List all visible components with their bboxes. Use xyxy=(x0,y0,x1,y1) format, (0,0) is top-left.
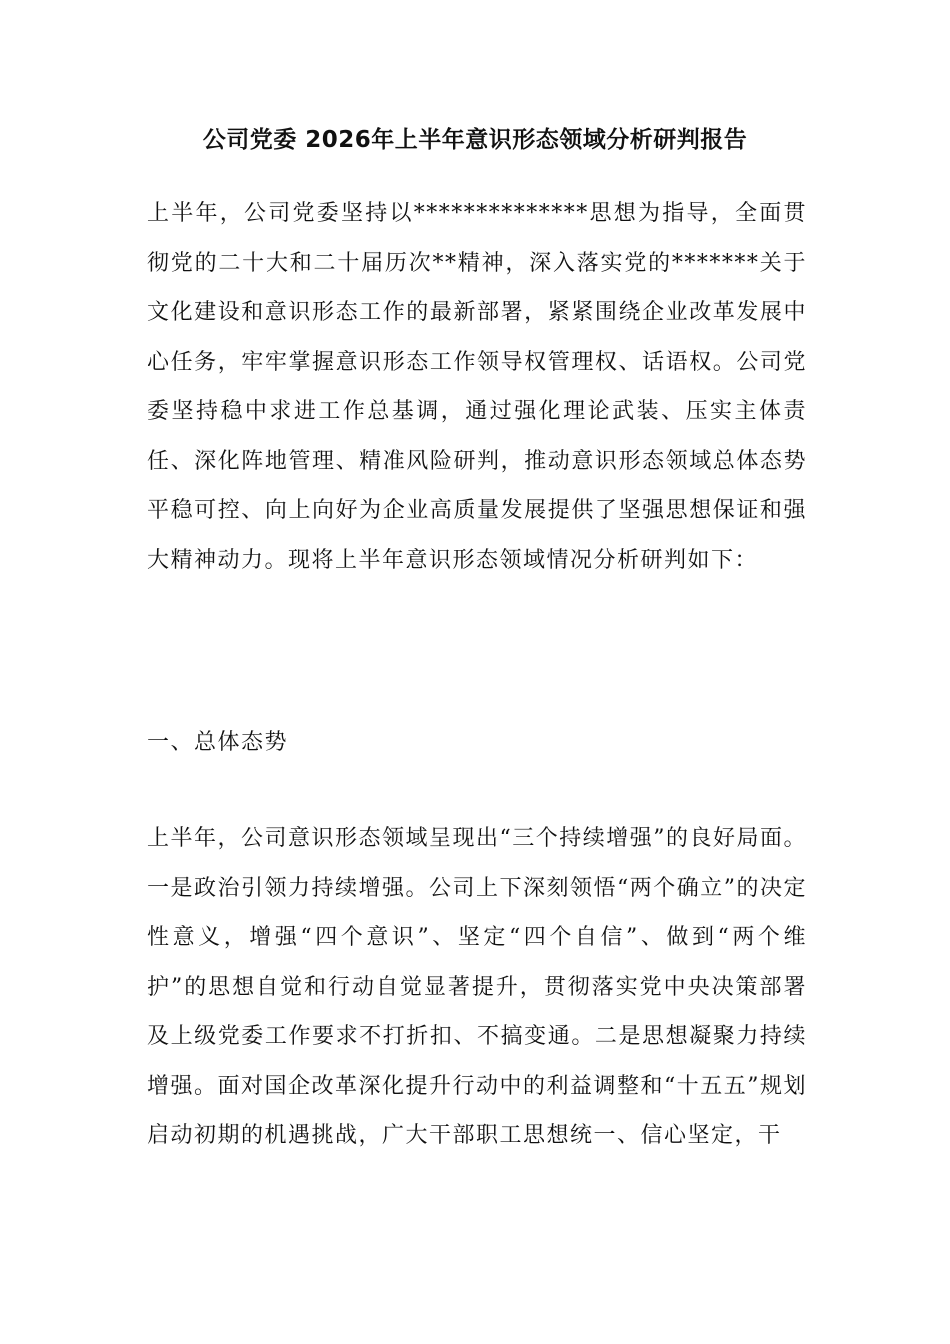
section-heading-overall-situation: 一、总体态势 xyxy=(147,730,289,755)
document-title: 公司党委 2026年上半年意识形态领域分析研判报告 xyxy=(202,127,748,153)
intro-paragraph: 上半年，公司党委坚持以**************思想为指导，全面贯彻党的二十大和二十届历次**精神，深入落实党的*******关于文化建设和意识形态工作的最新部署，紧紧围绕企业改革发展中心任务，牢牢掌握意识形态工作领导权管理权、话语权。公司党委坚持稳中求进工作总基调，通过强化理论武装、压实主体责任、深化阵地管理、精准风险研判，推动意识形态领域总体态势平稳可控、向上向好为企业高质量发展提供了坚强思想保证和强大精神动力。现将上半年意识形态领域情况分析研判如下： xyxy=(147,201,807,573)
section-paragraph-overall-situation: 上半年，公司意识形态领域呈现出“三个持续增强”的良好局面。一是政治引领力持续增强。公司上下深刻领悟“两个确立”的决定性意义，增强“四个意识”、坚定“四个自信”、做到“两个维护”的思想自觉和行动自觉显著提升，贯彻落实党中央决策部署及上级党委工作要求不打折扣、不搞变通。二是思想凝聚力持续增强。面对国企改革深化提升行动中的利益调整和“十五五”规划启动初期的机遇挑战，广大干部职工思想统一、信心坚定，干 xyxy=(147,826,807,1148)
